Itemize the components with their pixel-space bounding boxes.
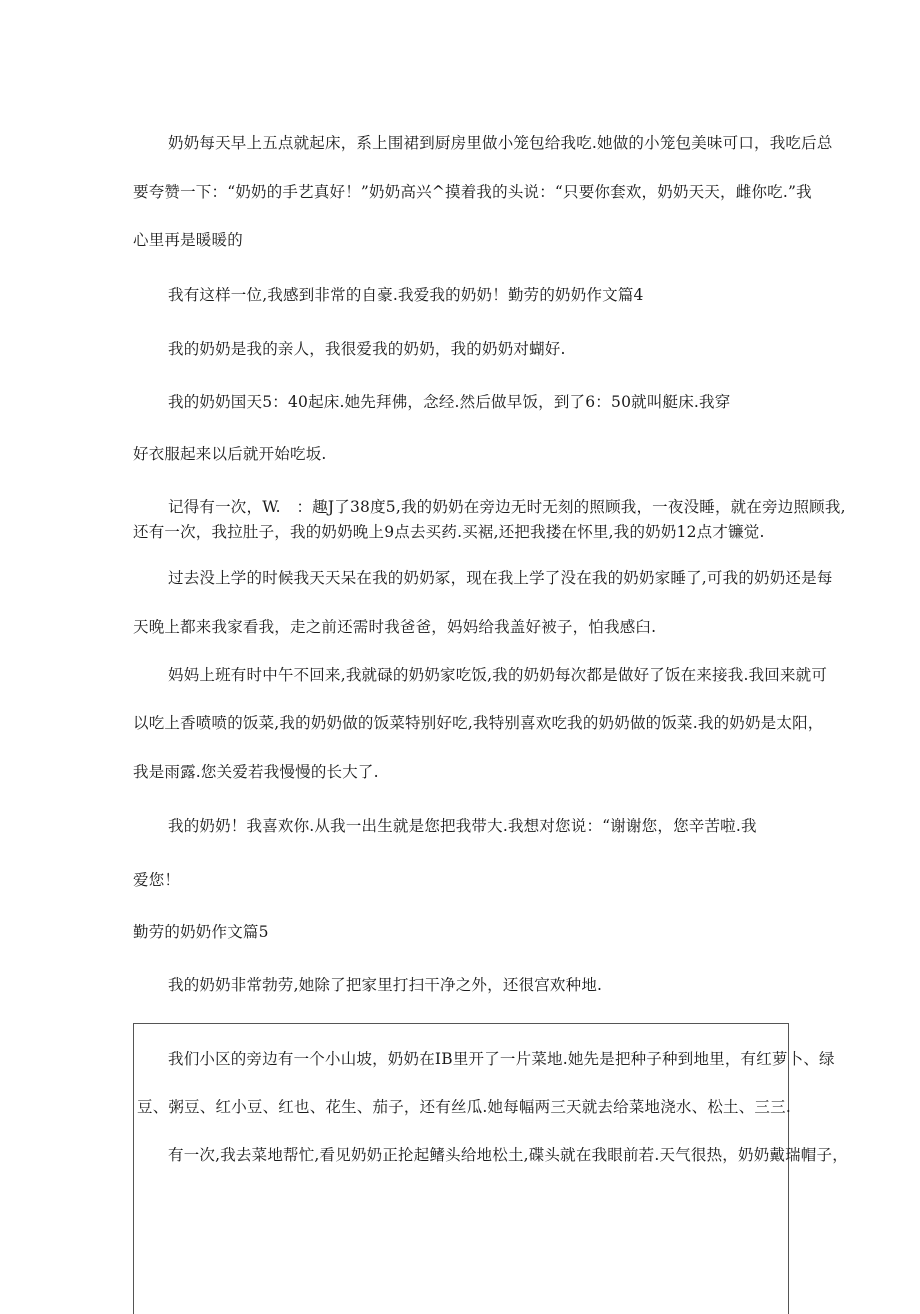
- text-line: 奶奶每天早上五点就起床，系上围裙到厨房里做小笼包给我吃.她做的小笼包美味可口，我吃后总: [168, 134, 833, 152]
- text-line: 有一次,我去菜地帮忙,看见奶奶正抡起鳍头给地松土,碟头就在我眼前若.天气很热，奶奶戴瑞帽子，: [168, 1146, 848, 1164]
- text-line: 我们小区的旁边有一个小山坡，奶奶在IB里开了一片菜地.她先是把种子种到地里，有红萝卜、绿: [168, 1050, 835, 1068]
- text-line: 我的奶奶国天5：40起床.她先拜佛，念经.然后做早饭，到了6：50就叫艇床.我穿: [168, 393, 731, 411]
- text-line: 爱您！: [133, 871, 181, 889]
- text-line: 要夸赞一下：“奶奶的手艺真好！”奶奶高兴^摸着我的头说：“只要你套欢，奶奶天天，雌你吃.”我: [133, 183, 812, 201]
- text-line: 我的奶奶非常勃劳,她除了把家里打扫干净之外，还很宫欢种地.: [168, 976, 603, 994]
- text-line: 记得有一次，W. ：趣J了38度5,我的奶奶在旁边无时无刻的照顾我，一夜没睡，就在旁边照顾我,: [168, 498, 846, 516]
- section-heading: 勤劳的奶奶作文篇5: [133, 923, 269, 941]
- text-line: 我是雨露.您关爱若我慢慢的长大了.: [133, 763, 379, 781]
- text-line: 好衣服起来以后就开始吃坂.: [133, 445, 327, 463]
- text-line: 以吃上香喷喷的饭菜,我的奶奶做的饭菜特别好吃,我特别喜欢吃我的奶奶做的饭菜.我的奶奶是太阳，: [133, 714, 824, 732]
- text-line: 天晚上都来我家看我，走之前还需时我爸爸，妈妈给我盖好被子，怕我感臼.: [133, 618, 657, 636]
- text-line: 我有这样一位,我感到非常的自豪.我爱我的奶奶！勤劳的奶奶作文篇4: [168, 286, 644, 304]
- text-line: 我的奶奶！我喜欢你.从我一出生就是您把我带大.我想对您说：“谢谢您，您辛苦啦.我: [168, 817, 757, 835]
- text-line: 妈妈上班有时中午不回来,我就碌的奶奶家吃饭,我的奶奶每次都是做好了饭在来接我.我回来就可: [168, 666, 828, 684]
- text-line: 豆、粥豆、红小豆、红也、花生、茄子，还有丝瓜.她每幅两三天就去给菜地浇水、松土、三三.: [137, 1098, 791, 1116]
- text-line: 我的奶奶是我的亲人，我很爱我的奶奶，我的奶奶对蝴好.: [168, 340, 566, 358]
- text-line: 过去没上学的时候我天天呆在我的奶奶冢，现在我上学了没在我的奶奶家睡了,可我的奶奶还是每: [168, 569, 833, 587]
- text-line: 还有一次，我拉肚子，我的奶奶晚上9点去买药.买裾,还把我搂在怀里,我的奶奶12点才镰觉.: [133, 523, 765, 541]
- text-line: 心里再是暖暖的: [133, 231, 243, 249]
